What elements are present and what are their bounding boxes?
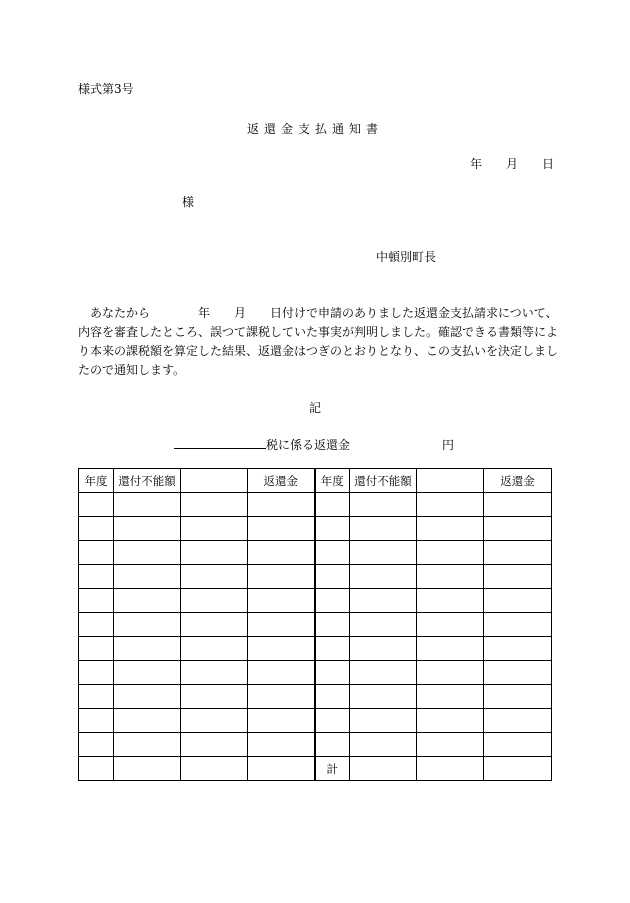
table-cell <box>417 733 484 757</box>
table-cell <box>114 613 181 637</box>
table-cell <box>181 541 248 565</box>
table-cell <box>315 733 350 757</box>
table-cell <box>417 565 484 589</box>
table-row <box>79 637 552 661</box>
amount-line <box>174 436 454 453</box>
date-month: 月 <box>506 157 519 171</box>
table-header-cell <box>417 469 484 493</box>
table-cell <box>350 757 417 781</box>
table-row <box>79 517 552 541</box>
table-cell <box>181 493 248 517</box>
table-cell <box>350 493 417 517</box>
table-row <box>79 661 552 685</box>
table-cell <box>315 517 350 541</box>
table-cell <box>417 757 484 781</box>
table-cell <box>248 709 315 733</box>
table-cell <box>181 517 248 541</box>
table-cell <box>181 613 248 637</box>
table-cell <box>79 685 114 709</box>
table-cell <box>350 589 417 613</box>
table-cell <box>350 709 417 733</box>
table-row <box>79 613 552 637</box>
table-row <box>79 541 552 565</box>
body-line-2: 内容を審査したところ、誤つて課税していた事実が判明しました。確認できる書類等によ <box>78 325 559 339</box>
table-cell <box>484 685 552 709</box>
table-cell <box>484 493 552 517</box>
table-header-cell: 還付不能額 <box>114 469 181 493</box>
table-cell <box>350 685 417 709</box>
table-cell <box>248 493 315 517</box>
table-header-cell: 返還金 <box>484 469 552 493</box>
table-cell <box>350 517 417 541</box>
table-cell <box>417 685 484 709</box>
table-header-row <box>79 469 552 493</box>
table-cell <box>484 757 552 781</box>
table-cell <box>350 733 417 757</box>
body-line-3: り本来の課税額を算定した結果、返還金はつぎのとおりとなり、この支払いを決定しまし <box>78 344 559 358</box>
document-title: 返還金支払通知書 <box>246 122 383 136</box>
table-cell <box>417 517 484 541</box>
table-cell <box>417 709 484 733</box>
table-header-cell <box>181 469 248 493</box>
table-cell <box>248 733 315 757</box>
ki-heading: 記 <box>308 401 321 415</box>
table-cell <box>248 613 315 637</box>
table-cell <box>114 661 181 685</box>
table-header-cell: 年度 <box>79 469 114 493</box>
table-cell <box>79 541 114 565</box>
table-cell <box>181 709 248 733</box>
table-cell <box>79 757 114 781</box>
table-cell <box>248 685 315 709</box>
table-cell <box>315 685 350 709</box>
table-cell <box>181 733 248 757</box>
table-cell <box>114 589 181 613</box>
tax-type-blank <box>174 436 266 449</box>
table-cell <box>417 541 484 565</box>
issuer-name: 中頓別町長 <box>376 250 437 264</box>
table-row <box>79 493 552 517</box>
table-cell <box>484 589 552 613</box>
table-cell <box>79 565 114 589</box>
table-cell <box>417 589 484 613</box>
table-cell <box>181 565 248 589</box>
table-cell <box>79 613 114 637</box>
table-cell <box>484 637 552 661</box>
table-cell <box>181 589 248 613</box>
table-cell <box>79 709 114 733</box>
table-cell <box>79 589 114 613</box>
table-cell <box>79 517 114 541</box>
table-row <box>79 709 552 733</box>
table-cell <box>350 637 417 661</box>
date-line <box>470 155 554 172</box>
table-cell <box>181 685 248 709</box>
table-cell <box>181 661 248 685</box>
table-total-row <box>79 757 552 781</box>
table-cell <box>315 637 350 661</box>
table-cell <box>484 565 552 589</box>
table-cell <box>484 661 552 685</box>
table-cell <box>181 757 248 781</box>
refund-table <box>78 468 552 781</box>
table-cell <box>114 517 181 541</box>
table-cell <box>248 565 315 589</box>
body-line-4: たので通知します。 <box>78 363 186 377</box>
table-cell <box>114 733 181 757</box>
table-header-cell: 返還金 <box>248 469 315 493</box>
body-line-1: あなたから 年 月 日付けで申請のありました返還金支払請求について、 <box>90 306 558 320</box>
table-cell <box>484 733 552 757</box>
total-label: 計 <box>315 757 350 781</box>
table-cell <box>417 637 484 661</box>
table-cell <box>248 637 315 661</box>
table-cell <box>114 685 181 709</box>
table-header-cell: 年度 <box>315 469 350 493</box>
table-cell <box>181 637 248 661</box>
table-cell <box>350 661 417 685</box>
table-cell <box>350 565 417 589</box>
table-cell <box>417 493 484 517</box>
table-header-cell: 還付不能額 <box>350 469 417 493</box>
table-cell <box>114 637 181 661</box>
table-cell <box>315 565 350 589</box>
table-cell <box>114 493 181 517</box>
date-year: 年 <box>470 157 483 171</box>
table-cell <box>248 661 315 685</box>
table-cell <box>248 541 315 565</box>
date-day: 日 <box>542 157 555 171</box>
table-cell <box>484 541 552 565</box>
table-row <box>79 685 552 709</box>
table-cell <box>114 541 181 565</box>
table-row <box>79 565 552 589</box>
table-cell <box>484 709 552 733</box>
table-cell <box>417 661 484 685</box>
table-cell <box>248 757 315 781</box>
table-cell <box>114 565 181 589</box>
table-cell <box>315 541 350 565</box>
table-cell <box>315 493 350 517</box>
table-cell <box>350 613 417 637</box>
amount-label: 税に係る返還金 <box>266 438 351 452</box>
table-cell <box>315 613 350 637</box>
table-cell <box>315 709 350 733</box>
addressee-suffix: 様 <box>182 195 195 209</box>
table-cell <box>248 589 315 613</box>
table-cell <box>114 757 181 781</box>
table-cell <box>350 541 417 565</box>
table-cell <box>79 637 114 661</box>
table-cell <box>114 709 181 733</box>
table-cell <box>79 493 114 517</box>
form-number: 様式第3号 <box>78 82 134 96</box>
table-cell <box>484 613 552 637</box>
table-cell <box>79 661 114 685</box>
table-cell <box>484 517 552 541</box>
table-cell <box>79 733 114 757</box>
table-cell <box>248 517 315 541</box>
table-cell <box>315 589 350 613</box>
table-cell <box>315 661 350 685</box>
table-row <box>79 589 552 613</box>
amount-unit: 円 <box>442 438 455 452</box>
table-cell <box>417 613 484 637</box>
table-row <box>79 733 552 757</box>
